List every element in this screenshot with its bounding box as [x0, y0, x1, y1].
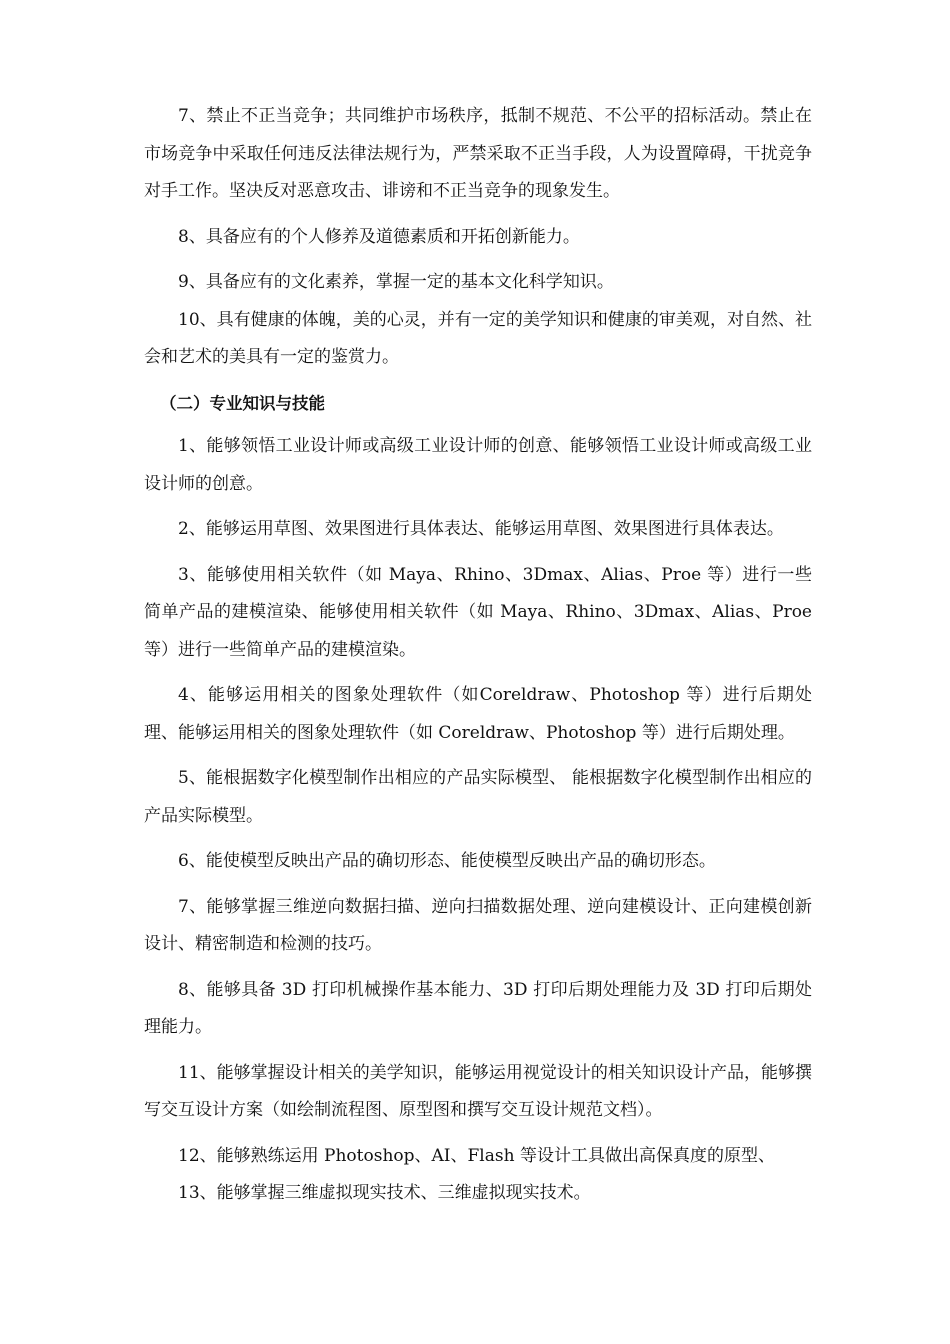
- document-body: [144, 98, 812, 1221]
- paragraph-ethics-10: 10、具有健康的体魄，美的心灵，并有一定的美学知识和健康的审美观，对自然、社会和艺术的美具有一定的鉴赏力。: [144, 309, 812, 367]
- paragraph-skill-12: 12、能够熟练运用 Photoshop、AI、Flash 等设计工具做出高保真度的原型、: [178, 1145, 775, 1166]
- paragraph-ethics-7: 7、禁止不正当竞争；共同维护市场秩序，抵制不规范、不公平的招标活动。禁止在市场竞争中采取任何违反法律法规行为，严禁采取不正当手段，人为设置障碍，干扰竞争对手工作。坚决反对恶意攻击、诽谤和不正当竞争的现象发生。: [144, 106, 812, 201]
- paragraph-skill-13: 13、能够掌握三维虚拟现实技术、三维虚拟现实技术。: [178, 1183, 591, 1203]
- paragraph-skill-7: 7、能够掌握三维逆向数据扫描、逆向扫描数据处理、逆向建模设计、正向建模创新设计、精密制造和检测的技巧。: [144, 896, 812, 954]
- paragraph-skill-6: 6、能使模型反映出产品的确切形态、能使模型反映出产品的确切形态。: [178, 851, 716, 871]
- section-heading: （二）专业知识与技能: [160, 393, 325, 413]
- paragraph-skill-1: 1、能够领悟工业设计师或高级工业设计师的创意、能够领悟工业设计师或高级工业设计师的创意。: [144, 436, 812, 494]
- paragraph-skill-5: 5、能根据数字化模型制作出相应的产品实际模型、 能根据数字化模型制作出相应的产品实际模型。: [144, 768, 812, 826]
- paragraph-skill-3: 3、能够使用相关软件（如 Maya、Rhino、3Dmax、Alias、Proe 等）进行一些简单产品的建模渲染、能够使用相关软件（如 Maya、Rhino、3Dmax、Alias、Proe 等）进行一些简单产品的建模渲染。: [144, 564, 812, 660]
- paragraph-ethics-8: 8、具备应有的个人修养及道德素质和开拓创新能力。: [178, 226, 580, 247]
- paragraph-skill-4: 4、能够运用相关的图象处理软件（如Coreldraw、Photoshop 等）进行后期处理、能够运用相关的图象处理软件（如 Coreldraw、Photoshop 等）进行后期处理。: [144, 685, 812, 743]
- paragraph-skill-2: 2、能够运用草图、效果图进行具体表达、能够运用草图、效果图进行具体表达。: [178, 519, 784, 539]
- paragraph-ethics-9: 9、具备应有的文化素养，掌握一定的基本文化科学知识。: [178, 272, 614, 292]
- paragraph-skill-8: 8、能够具备 3D 打印机械操作基本能力、3D 打印后期处理能力及 3D 打印后期处理能力。: [144, 979, 812, 1037]
- paragraph-skill-11: 11、能够掌握设计相关的美学知识，能够运用视觉设计的相关知识设计产品，能够撰写交互设计方案（如绘制流程图、原型图和撰写交互设计规范文档）。: [144, 1062, 812, 1120]
